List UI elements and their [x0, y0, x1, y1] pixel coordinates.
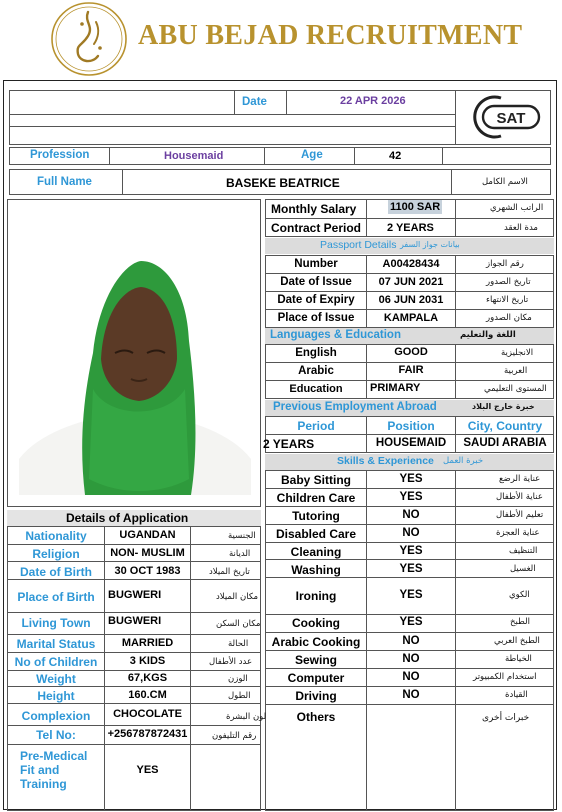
employment-period-header: Period: [297, 419, 335, 433]
passport-issue-value: 07 JUN 2021: [378, 276, 444, 288]
period-label: Contract Period: [271, 221, 362, 235]
employment-country-header: City, Country: [467, 419, 543, 433]
passport-title: Passport Details: [320, 239, 397, 251]
app-label-pob: Place of Birth: [17, 590, 95, 604]
date-label: Date: [242, 96, 267, 108]
skill-ar-tutoring: تعليم الأطفال: [496, 510, 544, 520]
skill-value-disabled-care: NO: [402, 527, 420, 539]
english-ar: الانجليزية: [501, 348, 534, 358]
skill-label-ironing: Ironing: [295, 589, 337, 603]
age-value: 42: [389, 150, 402, 162]
agency-logo-text: SAT: [496, 110, 526, 127]
languages-title: Languages & Education: [270, 329, 401, 341]
employment-title-ar: خبرة خارج البلاد: [472, 402, 535, 411]
fullname-label: Full Name: [37, 176, 92, 188]
passport-place-ar: مكان الصدور: [486, 313, 532, 323]
app-value-dob: 30 OCT 1983: [114, 565, 181, 577]
passport-number-value: A00428434: [382, 258, 440, 270]
app-value-children: 3 KIDS: [129, 655, 166, 667]
app-value-religion: NON- MUSLIM: [110, 547, 185, 559]
app-label-dob: Date of Birth: [20, 565, 92, 579]
education-ar: المستوى التعليمي: [484, 384, 547, 394]
application-title: Details of Application: [66, 511, 189, 525]
period-value: 2 YEARS: [387, 222, 434, 234]
app-value-tel: +256787872431: [107, 728, 188, 740]
app-value-pob: BUGWERI: [108, 589, 162, 601]
skill-label-arabic-cooking: Arabic Cooking: [271, 635, 361, 649]
employment-period-value: 2 YEARS: [263, 437, 315, 451]
app-value-complexion: CHOCOLATE: [113, 708, 182, 720]
skill-ar-washing: الغسيل: [510, 564, 536, 574]
skill-value-children-care: YES: [399, 491, 423, 503]
skill-ar-others: خبرات أخرى: [482, 713, 530, 723]
fullname-ar: الاسم الكامل: [482, 177, 528, 187]
skill-ar-disabled-care: عناية العجزة: [496, 528, 540, 538]
applicant-photo: [19, 249, 251, 495]
employment-position-value: HOUSEMAID: [375, 437, 447, 449]
passport-expiry-ar: تاريخ الانتهاء: [486, 295, 529, 305]
skill-value-tutoring: NO: [402, 509, 420, 521]
skill-ar-computer: استخدام الكمبيوتر: [473, 672, 537, 682]
app-ar-religion: الديانة: [229, 549, 251, 559]
passport-band: [265, 238, 554, 254]
languages-band: [265, 328, 554, 344]
profession-label: Profession: [30, 149, 90, 161]
skills-title: Skills & Experience: [337, 455, 434, 467]
passport-issue-label: Date of Issue: [280, 276, 352, 288]
education-value: PRIMARY: [370, 382, 421, 394]
profession-row: [9, 147, 551, 165]
skill-label-others: Others: [296, 710, 336, 724]
skill-value-baby-sitting: YES: [399, 473, 423, 485]
app-label-religion: Religion: [32, 547, 80, 561]
skill-label-cleaning: Cleaning: [290, 545, 342, 559]
application-band: [7, 510, 261, 526]
app-ar-tel: رقم التليفون: [212, 731, 257, 741]
skill-value-ironing: YES: [399, 589, 423, 601]
employment-title: Previous Employment Abroad: [273, 401, 437, 413]
app-ar-dob: تاريخ الميلاد: [209, 567, 250, 577]
skill-label-washing: Washing: [291, 563, 341, 577]
passport-expiry-value: 06 JUN 2031: [378, 294, 444, 306]
salary-label: Monthly Salary: [271, 202, 357, 216]
skill-value-cooking: YES: [399, 616, 423, 628]
skill-ar-children-care: عناية الأطفال: [496, 492, 543, 502]
passport-issue-ar: تاريخ الصدور: [486, 277, 531, 287]
employment-position-header: Position: [387, 419, 435, 433]
app-value-height: 160.CM: [128, 689, 167, 701]
employment-band: [265, 400, 554, 416]
arabic-label: Arabic: [298, 365, 334, 377]
skill-ar-arabic-cooking: الطبخ العربي: [494, 636, 540, 646]
profession-value: Housemaid: [164, 150, 224, 162]
languages-title-ar: اللغة والتعليم: [460, 330, 516, 340]
skill-value-driving: NO: [402, 689, 420, 701]
app-label-tel: Tel No:: [36, 728, 76, 742]
skill-label-cooking: Cooking: [292, 616, 340, 630]
skill-ar-baby-sitting: عناية الرضع: [499, 474, 541, 484]
skill-ar-driving: القيادة: [505, 690, 528, 700]
date-value: 22 APR 2026: [340, 95, 406, 107]
app-label-children: No of Children: [14, 655, 98, 669]
fullname-value: BASEKE BEATRICE: [226, 176, 340, 190]
calligraphy-logo-icon: [48, 0, 130, 78]
skill-label-baby-sitting: Baby Sitting: [280, 473, 351, 487]
passport-title-ar: بيانات جواز السفر: [400, 240, 460, 249]
skill-value-cleaning: YES: [399, 545, 423, 557]
app-value-premedical: YES: [136, 764, 159, 776]
app-label-marital: Marital Status: [16, 637, 96, 651]
skill-label-tutoring: Tutoring: [292, 509, 340, 523]
app-ar-living-town: مكان السكن: [216, 619, 261, 629]
salary-value: 1100 SAR: [390, 201, 441, 213]
app-ar-pob: مكان الميلاد: [216, 592, 259, 602]
skill-label-children-care: Children Care: [276, 491, 356, 505]
app-ar-nationality: الجنسية: [228, 531, 256, 541]
passport-number-ar: رقم الجواز: [486, 259, 524, 269]
salary-ar: الراتب الشهري: [490, 203, 544, 213]
passport-place-label: Place of Issue: [277, 312, 355, 324]
app-label-height: Height: [37, 689, 75, 703]
passport-number-label: Number: [294, 258, 338, 270]
app-value-nationality: UGANDAN: [119, 529, 176, 541]
app-label-weight: Weight: [36, 672, 76, 686]
agency-logo-icon: [467, 94, 543, 140]
skill-ar-cooking: الطبخ: [510, 617, 530, 627]
passport-place-value: KAMPALA: [383, 312, 439, 324]
app-value-marital: MARRIED: [121, 637, 174, 649]
skill-label-sewing: Sewing: [294, 653, 337, 667]
english-label: English: [295, 347, 337, 359]
education-label: Education: [289, 383, 343, 395]
app-ar-height: الطول: [228, 691, 251, 701]
skill-value-computer: NO: [402, 671, 420, 683]
brand-title: ABU BEJAD RECRUITMENT: [138, 20, 523, 51]
app-ar-complexion: لون البشرة: [226, 712, 267, 722]
app-label-nationality: Nationality: [25, 529, 87, 543]
app-label-complexion: Complexion: [21, 709, 91, 723]
arabic-ar: العربية: [504, 366, 528, 376]
skill-value-washing: YES: [399, 563, 423, 575]
app-label-premedical: Pre-Medical Fit and Training: [20, 749, 88, 791]
skills-title-ar: خبرة العمل: [443, 456, 484, 466]
arabic-value: FAIR: [398, 364, 424, 376]
skill-value-arabic-cooking: NO: [402, 635, 420, 647]
skill-ar-sewing: الخياطة: [505, 654, 532, 664]
skills-band: [265, 454, 554, 470]
skill-ar-cleaning: التنظيف: [509, 546, 538, 556]
skill-ar-ironing: الكوي: [509, 590, 530, 600]
skill-label-disabled-care: Disabled Care: [275, 527, 357, 541]
cv-sheet: [3, 80, 557, 810]
employment-country-value: SAUDI ARABIA: [463, 437, 547, 449]
skill-label-driving: Driving: [295, 689, 337, 703]
skill-label-computer: Computer: [287, 671, 345, 685]
english-value: GOOD: [394, 346, 428, 358]
app-ar-children: عدد الأطفال: [209, 657, 253, 667]
app-ar-weight: الوزن: [228, 674, 248, 684]
app-label-living-town: Living Town: [21, 616, 91, 630]
app-value-weight: 67,KGS: [127, 672, 168, 684]
app-ar-marital: الحالة: [228, 639, 249, 649]
app-value-living-town: BUGWERI: [108, 615, 162, 627]
skill-value-sewing: NO: [402, 653, 420, 665]
passport-expiry-label: Date of Expiry: [277, 294, 355, 306]
period-ar: مدة العقد: [504, 223, 538, 233]
age-label: Age: [301, 149, 323, 161]
